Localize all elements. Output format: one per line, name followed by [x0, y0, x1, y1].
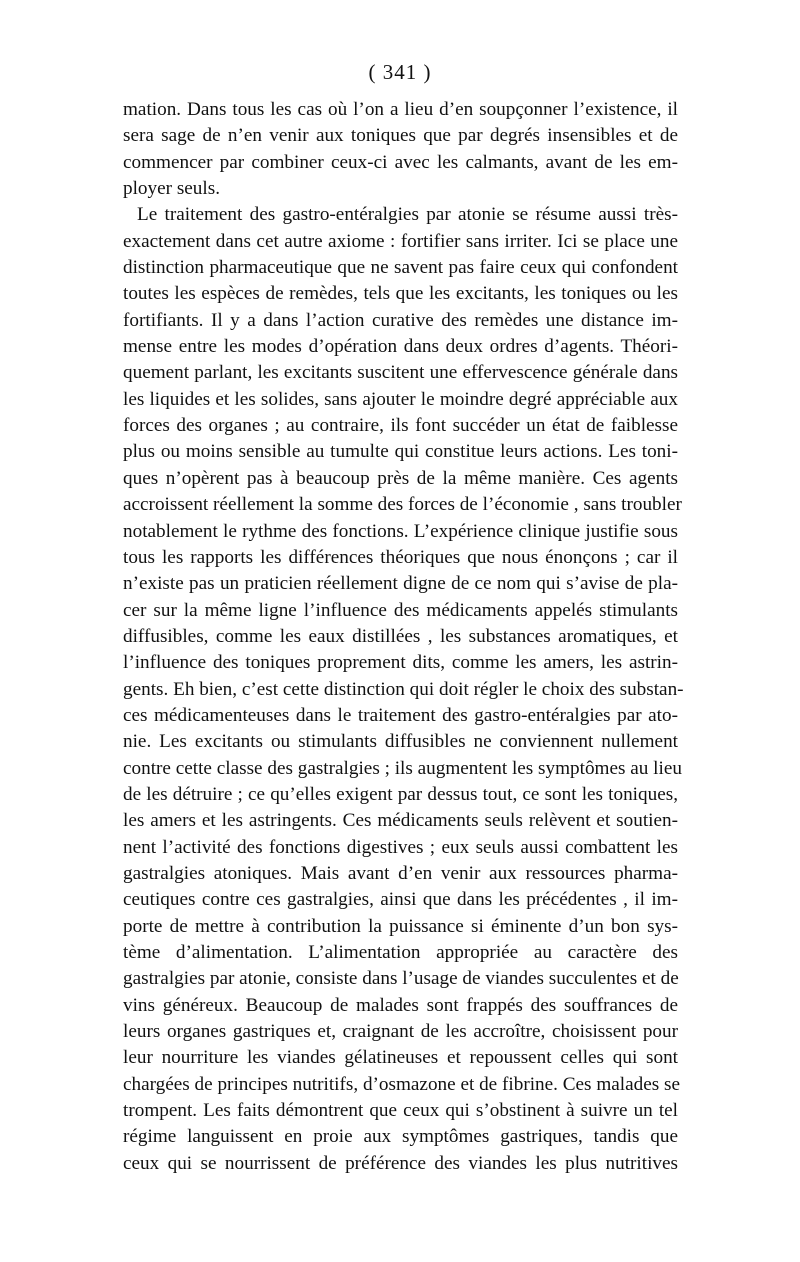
text-line: n’existe pas un praticien réellement digne de ce nom qui s’avise de pla- [123, 573, 678, 595]
text-line: vins généreux. Beaucoup de malades sont frappés des souffrances de [123, 994, 678, 1016]
text-line: ceux qui se nourrissent de préférence des viandes les plus nutritives [123, 1152, 678, 1174]
text-line: plus ou moins sensible au tumulte qui constitue leurs actions. Les toni- [123, 441, 678, 463]
text-line: exactement dans cet autre axiome : fortifier sans irriter. Ici se place une [123, 230, 678, 252]
text-line: ces médicamenteuses dans le traitement des gastro-entéralgies par ato- [123, 704, 678, 726]
text-line: toutes les espèces de remèdes, tels que les excitants, les toniques ou les [123, 283, 678, 305]
text-line: ques n’opèrent pas à beaucoup près de la même manière. Ces agents [123, 467, 678, 489]
text-line: nent l’activité des fonctions digestives ; eux seuls aussi combattent les [123, 836, 678, 858]
text-line: chargées de principes nutritifs, d’osmazone et de fibrine. Ces malades se [123, 1073, 680, 1095]
text-line: tème d’alimentation. L’alimentation appropriée au caractère des [123, 942, 678, 963]
text-line: ceutiques contre ces gastralgies, ainsi que dans les précédentes , il im- [123, 889, 678, 911]
text-line: les liquides et les solides, sans ajouter le moindre degré appréciable aux [123, 388, 678, 410]
text-line: gastralgies par atonie, consiste dans l’usage de viandes succulentes et de [123, 968, 679, 990]
text-line: sera sage de n’en venir aux toniques que par degrés insensibles et de [123, 125, 678, 147]
text-line: mense entre les modes d’opération dans deux ordres d’agents. Théori- [123, 336, 678, 358]
text-line: cer sur la même ligne l’influence des médicaments appelés stimulants [123, 599, 678, 621]
text-line: contre cette classe des gastralgies ; ils augmentent les symptômes au lieu [123, 757, 682, 779]
text-line: régime languissent en proie aux symptômes gastriques, tandis que [123, 1126, 678, 1148]
text-line: gents. Eh bien, c’est cette distinction qui doit régler le choix des substan- [123, 678, 684, 700]
text-line: distinction pharmaceutique que ne savent pas faire ceux qui confondent [123, 257, 678, 279]
paragraph-start-line: Le traitement des gastro-entéralgies par atonie se résume aussi très- [137, 204, 678, 226]
text-line: nie. Les excitants ou stimulants diffusibles ne conviennent nullement [123, 731, 678, 753]
text-line: leur nourriture les viandes gélatineuses et repoussent celles qui sont [123, 1047, 678, 1069]
text-line: fortifiants. Il y a dans l’action curative des remèdes une distance im- [123, 309, 678, 331]
text-line: quement parlant, les excitants suscitent une effervescence générale dans [123, 362, 678, 384]
text-line: tous les rapports les différences théoriques que nous énonçons ; car il [123, 546, 678, 568]
text-line: leurs organes gastriques et, craignant de les accroître, choisissent pour [123, 1021, 678, 1043]
text-line: commencer par combiner ceux-ci avec les calmants, avant de les em- [123, 151, 678, 173]
text-line: les amers et les astringents. Ces médicaments seuls relèvent et soutien- [123, 810, 678, 832]
text-line: accroissent réellement la somme des forces de l’économie , sans troubler [123, 494, 682, 516]
text-line: trompent. Les faits démontrent que ceux qui s’obstinent à suivre un tel [123, 1100, 678, 1122]
page-number: ( 341 ) [368, 60, 432, 84]
text-line: diffusibles, comme les eaux distillées , les substances aromatiques, et [123, 625, 678, 647]
text-line: notablement le rythme des fonctions. L’expérience clinique justifie sous [123, 520, 678, 542]
text-line: forces des organes ; au contraire, ils font succéder un état de faiblesse [123, 415, 678, 437]
text-line: porte de mettre à contribution la puissance si éminente d’un bon sys- [123, 915, 678, 937]
text-line: gastralgies atoniques. Mais avant d’en venir aux ressources pharma- [123, 862, 678, 884]
text-line: mation. Dans tous les cas où l’on a lieu d’en soupçonner l’existence, il [123, 99, 678, 120]
text-line: de les détruire ; ce qu’elles exigent par dessus tout, ce sont les toniques, [123, 783, 678, 805]
body-text [123, 97, 684, 1177]
text-line: ployer seuls. [123, 178, 220, 200]
text-line: l’influence des toniques proprement dits, comme les amers, les astrin- [123, 652, 678, 674]
